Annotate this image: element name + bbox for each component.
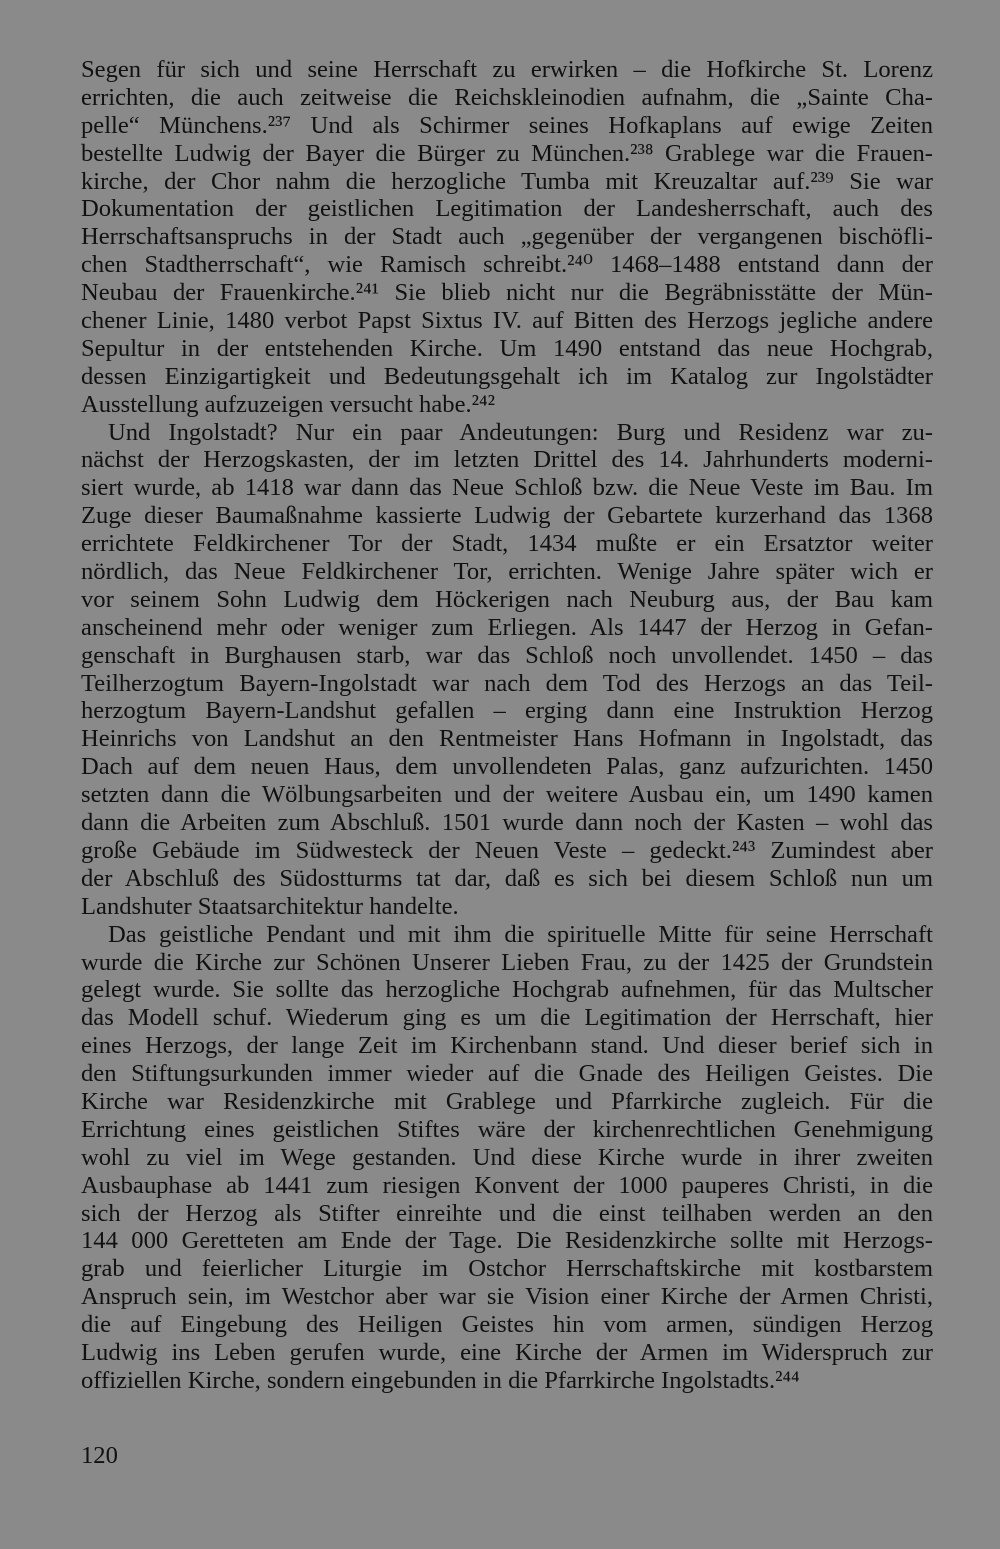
text-line: Landshuter Staatsarchitektur handelte.: [81, 892, 459, 920]
text-line: sich der Herzog als Stifter einreihte und die einst teilhaben werden an den: [81, 1199, 933, 1227]
text-line: große Gebäude im Südwesteck der Neuen Veste – gedeckt.²⁴³ Zumindest aber: [81, 836, 933, 864]
text-line: Sepultur in der entstehenden Kirche. Um 1490 entstand das neue Hochgrab,: [81, 334, 933, 362]
text-line: wurde die Kirche zur Schönen Unserer Lieben Frau, zu der 1425 der Grundstein: [81, 948, 933, 976]
text-line: Ludwig ins Leben gerufen wurde, eine Kirche der Armen im Widerspruch zur: [81, 1338, 933, 1366]
text-line: wohl zu viel im Wege gestanden. Und diese Kirche wurde in ihrer zweiten: [81, 1143, 933, 1171]
text-line: Und Ingolstadt? Nur ein paar Andeutungen: Burg und Residenz war zu-: [108, 418, 933, 446]
text-line: Anspruch sein, im Westchor aber war sie Vision einer Kirche der Armen Christi,: [81, 1283, 933, 1311]
text-line: nächst der Herzogskasten, der im letzten Drittel des 14. Jahrhunderts moderni-: [81, 446, 933, 474]
text-line: 144 000 Geretteten am Ende der Tage. Die Residenzkirche sollte mit Herzogs-: [81, 1227, 933, 1255]
text-line: Neubau der Frauenkirche.²⁴¹ Sie blieb nicht nur die Begräbnisstätte der Mün-: [81, 279, 933, 307]
text-line: Ausstellung aufzuzeigen versucht habe.²⁴²: [81, 390, 495, 418]
page-number: 120: [81, 1442, 118, 1469]
text-line: der Abschluß des Südostturms tat dar, daß es sich bei diesem Schloß nun um: [81, 864, 933, 892]
text-line: siert wurde, ab 1418 war dann das Neue Schloß bzw. die Neue Veste im Bau. Im: [81, 474, 933, 502]
text-line: die auf Eingebung des Heiligen Geistes hin vom armen, sündigen Herzog: [81, 1311, 933, 1339]
text-line: Errichtung eines geistlichen Stiftes wäre der kirchenrechtlichen Genehmigung: [81, 1115, 933, 1143]
text-line: errichten, die auch zeitweise die Reichskleinodien aufnahm, die „Sainte Cha-: [81, 83, 933, 111]
text-line: genschaft in Burghausen starb, war das Schloß noch unvollendet. 1450 – das: [81, 641, 933, 669]
text-line: vor seinem Sohn Ludwig dem Höckerigen nach Neuburg aus, der Bau kam: [81, 585, 933, 613]
text-line: setzten dann die Wölbungsarbeiten und der weitere Ausbau ein, um 1490 kamen: [81, 781, 933, 809]
text-line: Kirche war Residenzkirche mit Grablege und Pfarrkirche zugleich. Für die: [81, 1087, 933, 1115]
text-line: den Stiftungsurkunden immer wieder auf die Gnade des Heiligen Geistes. Die: [81, 1060, 933, 1088]
text-line: Teilherzogtum Bayern-Ingolstadt war nach dem Tod des Herzogs an das Teil-: [81, 669, 933, 697]
text-line: nördlich, das Neue Feldkirchener Tor, errichten. Wenige Jahre später wich er: [81, 558, 933, 586]
text-line: Herrschaftsanspruchs in der Stadt auch „gegenüber der vergangenen bischöfli-: [81, 223, 933, 251]
text-line: Dach auf dem neuen Haus, dem unvollendeten Palas, ganz aufzurichten. 1450: [81, 753, 933, 781]
text-line: Dokumentation der geistlichen Legitimation der Landesherrschaft, auch des: [81, 195, 933, 223]
text-line: Zuge dieser Baumaßnahme kassierte Ludwig der Gebartete kurzerhand das 1368: [81, 502, 933, 530]
text-line: pelle“ Münchens.²³⁷ Und als Schirmer seines Hofkaplans auf ewige Zeiten: [81, 111, 933, 139]
text-line: dessen Einzigartigkeit und Bedeutungsgehalt ich im Katalog zur Ingolstädter: [81, 362, 933, 390]
text-line: offiziellen Kirche, sondern eingebunden in die Pfarrkirche Ingolstadts.²⁴⁴: [81, 1366, 800, 1394]
text-line: eines Herzogs, der lange Zeit im Kirchenbann stand. Und dieser berief sich in: [81, 1032, 933, 1060]
text-line: chener Linie, 1480 verbot Papst Sixtus IV. auf Bitten des Herzogs jegliche andere: [81, 307, 933, 335]
body-text: [81, 56, 933, 1395]
text-line: Segen für sich und seine Herrschaft zu erwirken – die Hofkirche St. Lorenz: [81, 56, 933, 83]
text-line: errichtete Feldkirchener Tor der Stadt, 1434 mußte er ein Ersatztor weiter: [81, 530, 933, 558]
text-line: grab und feierlicher Liturgie im Ostchor Herrschaftskirche mit kostbarstem: [81, 1255, 933, 1283]
text-line: chen Stadtherrschaft“, wie Ramisch schreibt.²⁴⁰ 1468–1488 entstand dann der: [81, 251, 933, 279]
text-line: gelegt wurde. Sie sollte das herzogliche Hochgrab aufnehmen, für das Multscher: [81, 976, 933, 1004]
text-line: bestellte Ludwig der Bayer die Bürger zu München.²³⁸ Grablege war die Frauen-: [81, 139, 933, 167]
text-line: herzogtum Bayern-Landshut gefallen – erging dann eine Instruktion Herzog: [81, 697, 933, 725]
text-line: Heinrichs von Landshut an den Rentmeister Hans Hofmann in Ingolstadt, das: [81, 725, 933, 753]
text-line: dann die Arbeiten zum Abschluß. 1501 wurde dann noch der Kasten – wohl das: [81, 809, 933, 837]
text-line: Ausbauphase ab 1441 zum riesigen Konvent der 1000 pauperes Christi, in die: [81, 1171, 933, 1199]
text-line: Das geistliche Pendant und mit ihm die spirituelle Mitte für seine Herrschaft: [108, 920, 933, 948]
text-line: kirche, der Chor nahm die herzogliche Tumba mit Kreuzaltar auf.²³⁹ Sie war: [81, 167, 933, 195]
text-line: das Modell schuf. Wiederum ging es um die Legitimation der Herrschaft, hier: [81, 1004, 933, 1032]
text-line: anscheinend mehr oder weniger zum Erliegen. Als 1447 der Herzog in Gefan-: [81, 613, 933, 641]
